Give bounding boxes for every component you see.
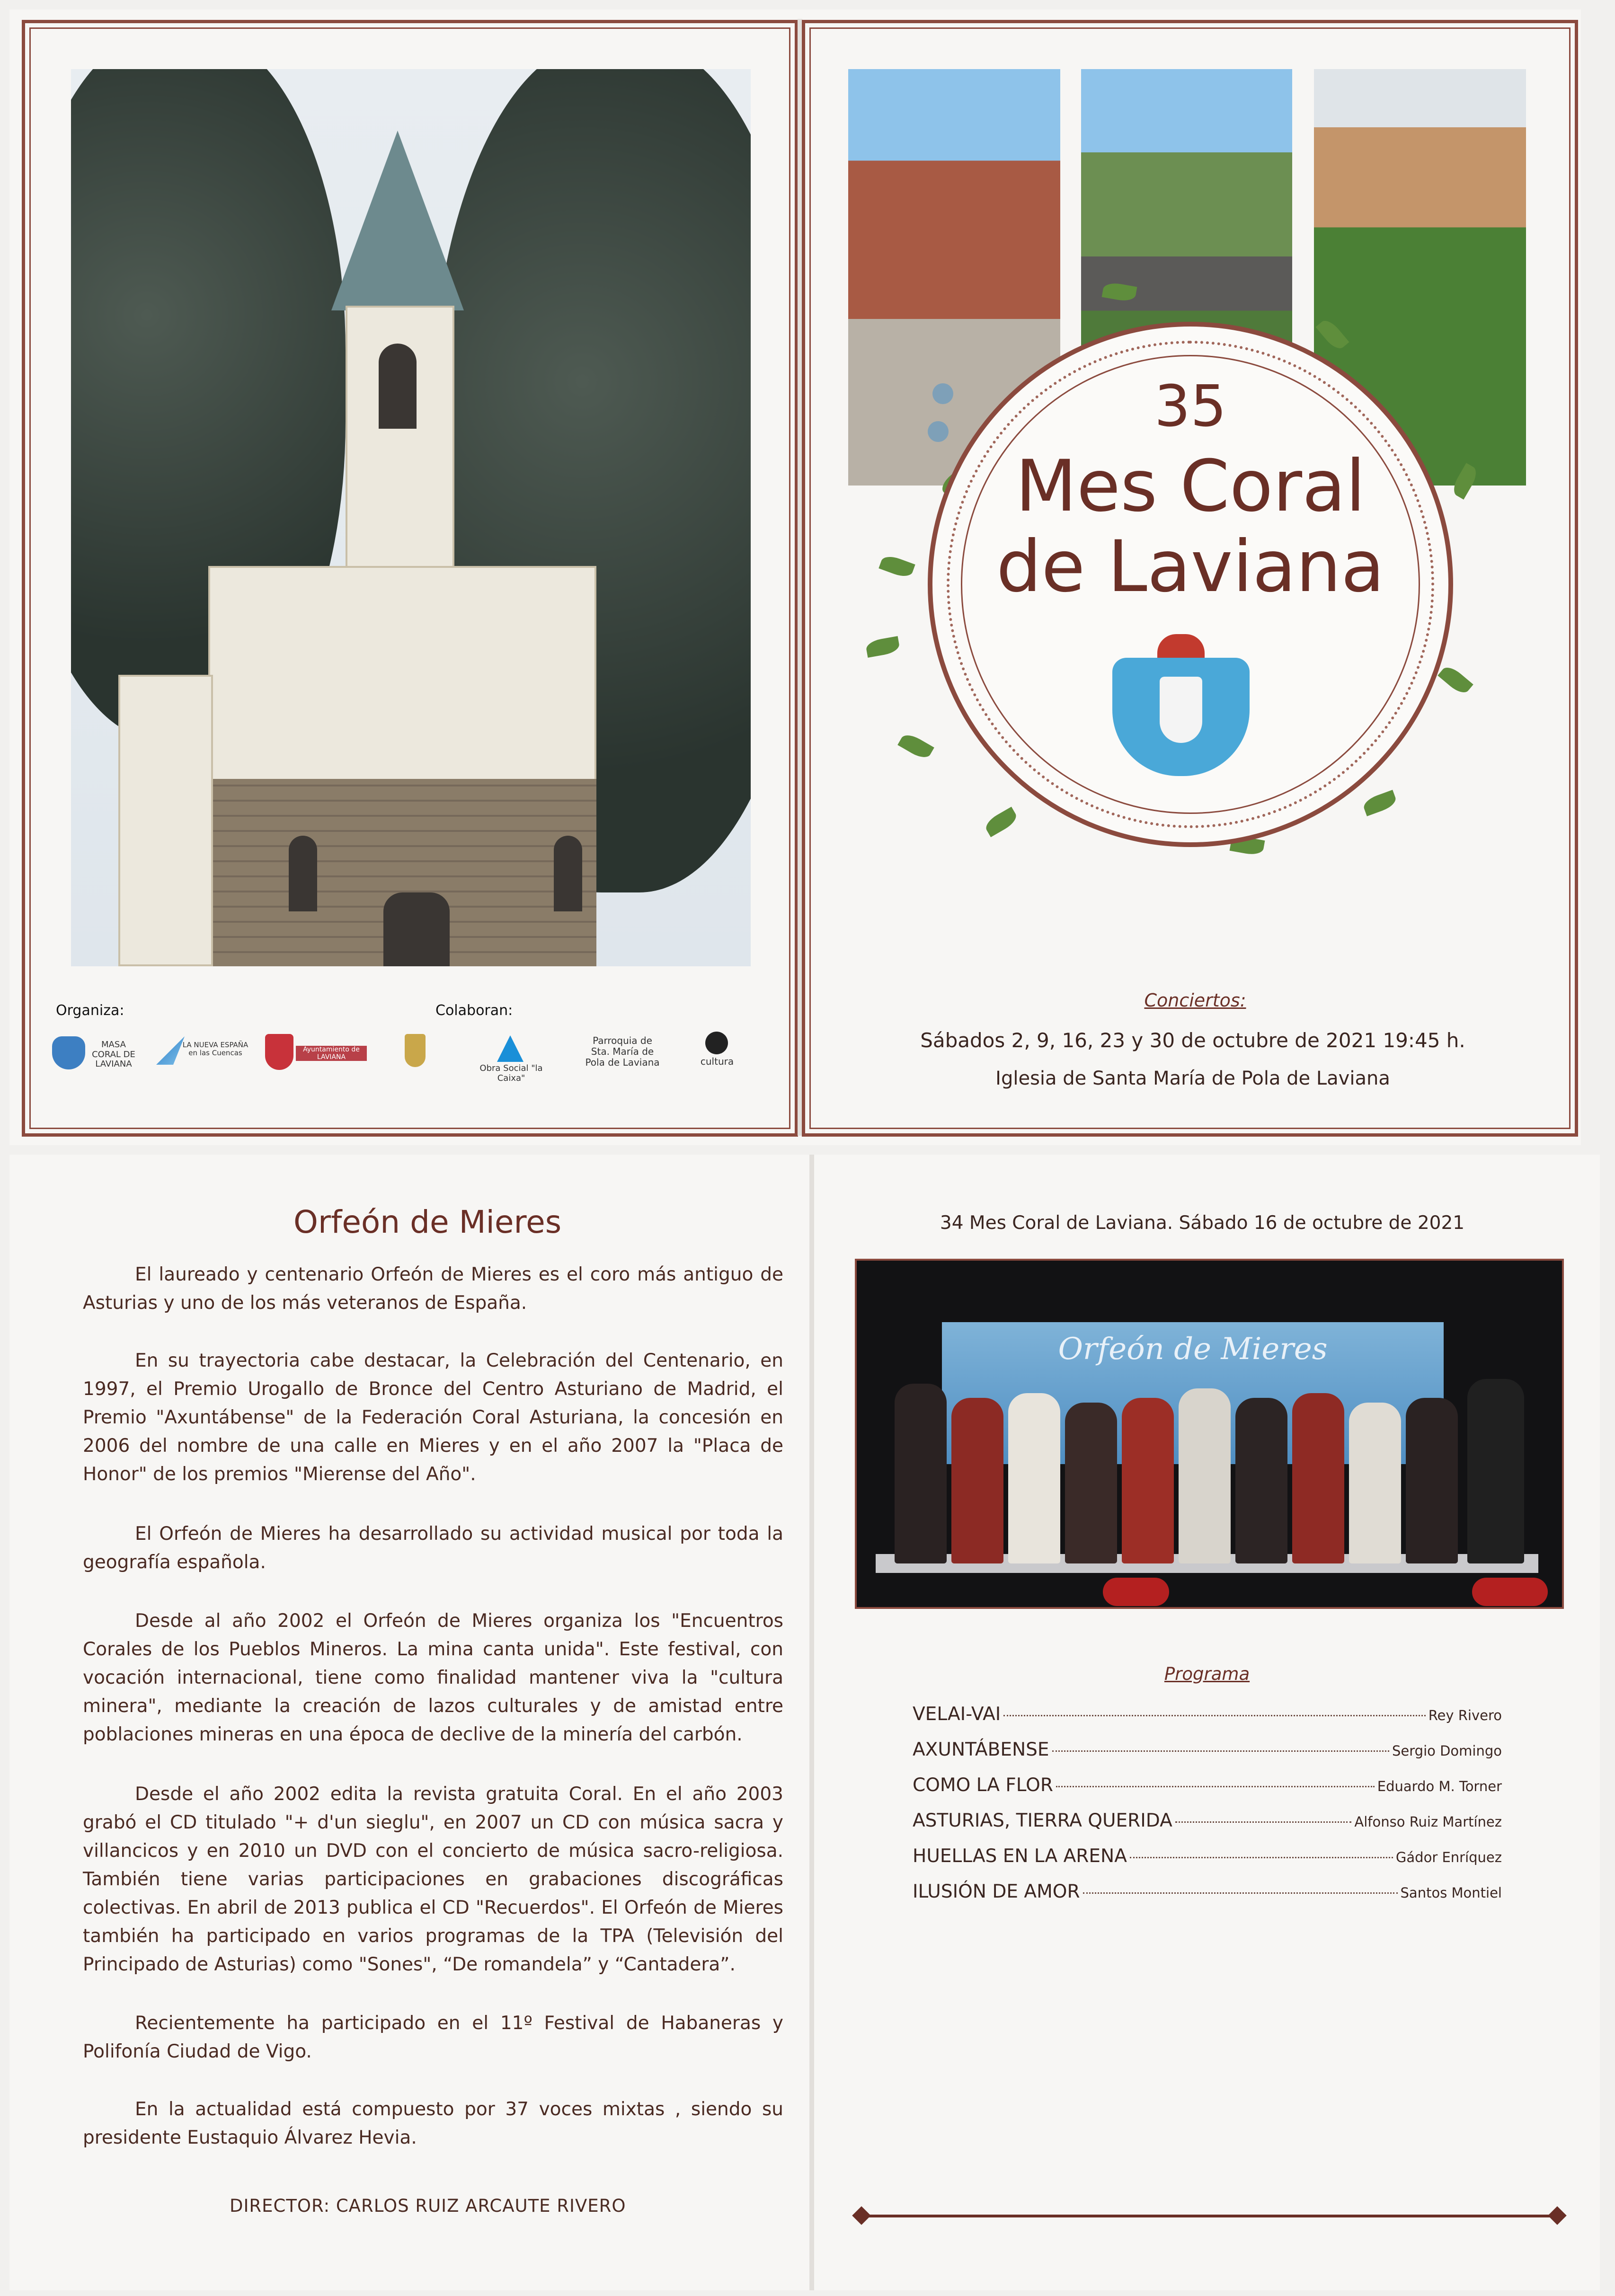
program-list [913,1704,1502,1921]
paragraph: En su trayectoria cabe destacar, la Celebración del Centenario, en 1997, el Premio Urogallo de Bronce del Centro Asturiano de Madrid, el Premio "Axuntábense" de la Federación Coral Asturiana, la concesión en 2006 del nombre de una calle en Mieres y en el año 2007 la "Placa de Honor" de los premios "Mierense del Año". [83,1350,783,1485]
program-item-composer: Alfonso Ruiz Martínez [1354,1814,1502,1830]
photo-banner-text: Orfeón de Mieres [1058,1332,1328,1367]
sponsor-logo-masa-coral [52,1036,85,1069]
sponsor-logo-crest [405,1034,426,1067]
ornament-divider [857,2215,1562,2217]
sponsor-name-nueva-espana: LA NUEVA ESPAÑA en las Cuencas [182,1041,248,1058]
program-item-title: ILUSIÓN DE AMOR [913,1881,1080,1902]
program-item-title: HUELLAS EN LA ARENA [913,1846,1127,1867]
programa-label: Programa [1164,1664,1250,1684]
conciertos-label: Conciertos: [1144,990,1246,1011]
choir-title: Orfeón de Mieres [293,1204,562,1240]
paragraph: En la actualidad está compuesto por 37 voces mixtas , siendo su presidente Eustaquio Álvarez Hevia. [83,2099,783,2148]
cover-title-line2: de Laviana [996,526,1385,608]
paragraph: El Orfeón de Mieres ha desarrollado su actividad musical por toda la geografía española. [83,1523,783,1573]
program-header: 34 Mes Coral de Laviana. Sábado 16 de octubre de 2021 [940,1212,1465,1234]
sponsor-name-masa-coral: MASA CORAL DE LAVIANA [92,1040,135,1069]
program-item [913,1881,1502,1902]
sponsor-name-cultura: cultura [700,1056,734,1067]
choir-description [83,1520,783,1577]
choir-description [83,1261,783,1317]
program-item [913,1704,1502,1725]
choir-description [83,2009,783,2066]
program-item-composer: Sergio Domingo [1392,1743,1502,1759]
cover-title-line1: Mes Coral [1015,445,1366,528]
program-item-title: COMO LA FLOR [913,1775,1053,1796]
program-item [913,1810,1502,1831]
organiza-label: Organiza: [56,1002,124,1019]
choir-description [83,2095,783,2152]
laviana-crest-icon [1112,634,1250,790]
program-item [913,1739,1502,1760]
program-item-composer: Rey Rivero [1428,1707,1502,1723]
sponsor-logo-cultura [705,1032,728,1054]
sponsor-logo-ayuntamiento [265,1034,293,1070]
director-line: DIRECTOR: CARLOS RUIZ ARCAUTE RIVERO [230,2196,626,2216]
paragraph: Desde el año 2002 edita la revista gratuita Coral. En el año 2003 grabó el CD titulado "+ d'un sieglu", en 2007 un CD con música sacra y villancicos y en 2010 un DVD con el concierto de música sacro-religiosa. También tiene varias participaciones en grabaciones discográficas colectivas. En abril de 2013 publica el CD "Recuerdos". El Orfeón de Mieres también ha participado en varios programas de la TPA (Televisión del Principado de Asturias) como "Sones", “De romandela” y “Cantadera”. [83,1784,783,1975]
choir-description [83,1607,783,1749]
program-item-composer: Santos Montiel [1400,1885,1502,1901]
program-item-composer: Eduardo M. Torner [1377,1778,1502,1794]
sponsor-name-ayuntamiento: Ayuntamiento de LAVIANA [296,1046,367,1061]
concert-venue: Iglesia de Santa María de Pola de Laviana [995,1068,1390,1089]
paragraph: Desde al año 2002 el Orfeón de Mieres organiza los "Encuentros Corales de los Pueblos Mineros. La mina canta unida". Este festival, con vocación internacional, tiene como finalidad mantener viva la "cultura minera", mediante la creación de lazos culturales y de amistad entre poblaciones mineras en una época de declive de la minería del carbón. [83,1610,783,1745]
program-item-title: AXUNTÁBENSE [913,1739,1049,1760]
edition-number: 35 [1154,374,1227,440]
inner-fold [809,1155,814,2290]
sponsor-name-parroquia: Parroquia de Sta. María de Pola de Laviana [585,1035,660,1068]
program-item-title: ASTURIAS, TIERRA QUERIDA [913,1810,1172,1831]
program-item [913,1846,1502,1867]
choir-photo [855,1259,1564,1609]
choir-description [83,1347,783,1489]
concert-dates: Sábados 2, 9, 16, 23 y 30 de octubre de 2021 19:45 h. [920,1029,1465,1052]
program-item-title: VELAI-VAI [913,1704,1001,1725]
church-photo [71,69,751,966]
program-item [913,1775,1502,1796]
choir-description [83,1780,783,1979]
sponsor-name-la-caixa: Obra Social "la Caixa" [479,1063,543,1083]
paragraph: Recientemente ha participado en el 11º Festival de Habaneras y Polifonía Ciudad de Vigo. [83,2013,783,2062]
program-item-composer: Gádor Enríquez [1395,1849,1502,1865]
colaboran-label: Colaboran: [435,1002,513,1019]
paragraph: El laureado y centenario Orfeón de Mieres es el coro más antiguo de Asturias y uno de los más veteranos de España. [83,1264,783,1314]
